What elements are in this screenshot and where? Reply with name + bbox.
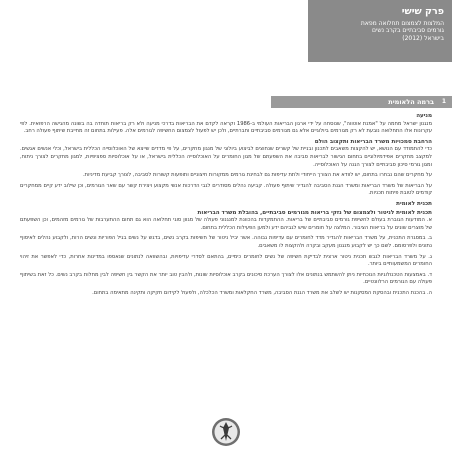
paragraph: מנגנון ישראל מחמה על "אמנת אוטווה", שנוסחה על ידי ארגון הבריאות העולמי ב-1986 וקראה לקדם את הבריאות בדרכי מניעה ולא רק בריאות תוחדה בה בשונה מהגישה הרפואית. לפי עקרונות אלו התחלואה נובעת לא רק מגורמים ביולוגיים אלא גם מגורמים סביבתיים וחברתיים, ולכן יש לפעול לצמצום החשיפה לגורמים אלה. פעילות בתחום זה מחייבת שיתוף פעולה רחב. (20, 120, 432, 135)
chapter-title-line-1: המלצות לצמצום תחלואה מפאת (360, 20, 444, 27)
paragraph: ד. באמצעות הטכנולוגיות הנוכחיות ניתן להשתמש בנתונים אלו לצורך הערכת סיכונים בקרב אוכלוסיות שונות, ולהבין טוב יותר את הקשר בין חשיפה לבין מחלות בקרב נשים. כל זאת בשיתוף פעולה עם הגורמים הרלוונטיים. (20, 271, 432, 286)
paragraph: על הבריאות של משרד הבריאות ומשרד הגנת הסביבה להגדיר שיתוף פעולה. קביעה נהלים מסודרים לגבי הדרכות אנשי מקצוע ויצירת קשר עם שאר הגורמים, וכן שילוב ידע קיים ממחקרים קודמים לטובת פיתוח תכניות. (20, 182, 432, 197)
publisher-logo-icon (211, 417, 241, 447)
chapter-title-line-2: גורמים סביבתיים בקרב נשים (372, 27, 444, 35)
body-text (20, 112, 432, 402)
chapter-header-box (308, 0, 452, 62)
section-heading: תכנית לאומית (396, 200, 432, 207)
paragraph: על מחקרים שהם נבחרו בתחום, יש לוודא את הצורך הייחודי ולתת עדיפות גם לבחינת גורמים ממקורות חיצוניים ותופעות קשורות לסביבה, לצורך קביעת מדיניות. (83, 172, 432, 179)
section-heading: הרחבת סמכויות משרד הבריאות ותקצוב הולם (314, 138, 432, 145)
section-heading: מניעה (416, 113, 432, 119)
section-title-band (271, 96, 452, 108)
section-heading: תכנית לאומית לניטור ולצמצום של נזקי בריאות מגורמים סביבתיים, בהובלת משרד הבריאות (197, 209, 432, 216)
paragraph: א. המודעות הגוברת בעולם לחשיפת גורמים סביבתיים של בריאות. ההתמקדות בהכוונת למנגנוני פעולה של מגוון סוגי תחלואה הוא גם תחום ההתערבות של גורמים מזהמים, וכן השפעתם של מוצרים שונים על בריאות הציבור. המלצה על חומרים שיש לגביהם ידע ולמען הפעילות הכללית בתחום. (20, 217, 432, 231)
paragraph: ג. על משרד הבריאות לגבש תכנית ניטור ארצית לבדיקת חשיפה של נשים לחומרים כימיים, בהתאם לסדרי עדיפויות, ובהשוואה לנתונים שנאספו במדינות אחרות, כדי לאפשר את זיהוי החומרים המשמעותיים ביותר. (20, 253, 432, 268)
chapter-title-line-3: בישראל (2012) (402, 34, 444, 42)
paragraph: ב. במסגרת התכנית, על משרד הבריאות להגדיר מדד לחומרים עם עדיפות גבוהה. אשר יביל ניטור של חשיפות בקרב נשים, בדגש על נשים בגיל הפוריות ונשים הרות, ולקבוע נהלים לאיסוף נתונים ולפרסומם. לשם כך יש לקבוע מנגנון מעקב ובקרה ולהקצות לו משאבים. (20, 235, 432, 249)
chapter-label: פרק שישי (401, 6, 444, 17)
section-number: 1 (441, 98, 446, 105)
paragraph: כדי להתמודד עם הנושא, יש להקצות משאבים לתכנון ובניית של קשרים שנחוצים לביצוע ביולוגי של מנגון מחקרים, על פי מדדים שייצא של האוכלוסייה הכללית בישראל, וכלי אנשים אגשים. למקצב מחקרים אפידמיולוגיים בתחום הגישור לבריאות סביבה את השפעתם של מגון החומרים על האוכלוסייה הכללית בישראל, או על אוכלוסיות ספציפיות, למגון מחקרים לצורך ניתוח, ומגון גורמי סיכון סביבתיים לצורך הגנה על האוכלוסייה. (20, 146, 432, 168)
section-title: ברמה הלאומית (388, 98, 434, 106)
paragraph: ה. בהכנת התכנית ובהסקת המסקנות יש לשלב את משרד הגנת הסביבה, משרד החקלאות ומשרד הכלכלה, ולפעול לקידום חקיקה ותקינה מתאימה בתחום. (92, 289, 432, 296)
